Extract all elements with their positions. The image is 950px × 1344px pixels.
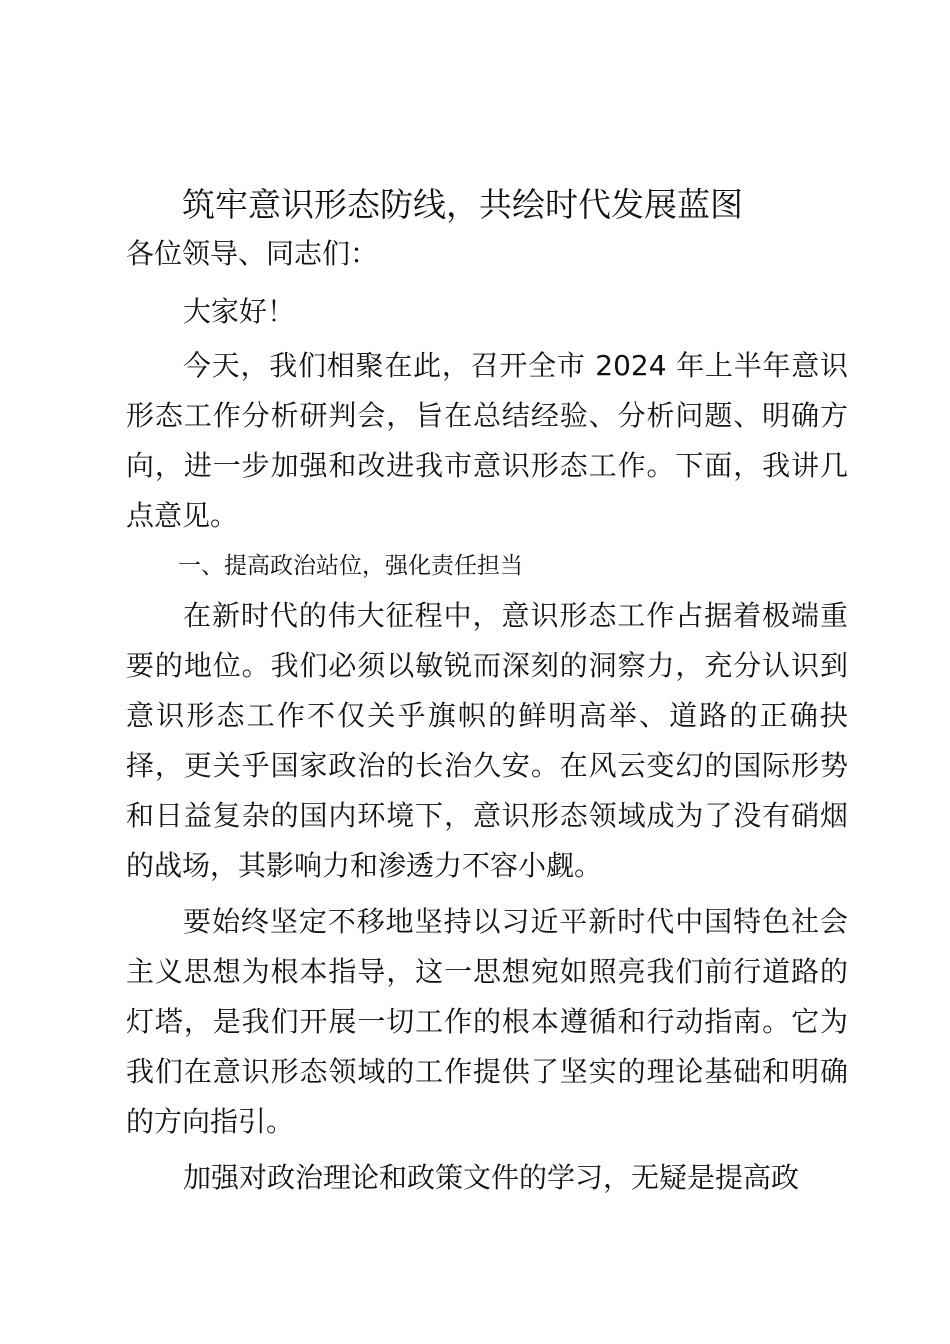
section-heading: 一、提高政治站位，强化责任担当: [178, 553, 523, 579]
salutation: 各位领导、同志们：: [126, 237, 379, 270]
document-title: 筑牢意识形态防线，共绘时代发展蓝图: [182, 185, 743, 224]
paragraph: 要始终坚定不移地坚持以习近平新时代中国特色社会主义思想为根本指导，这一思想宛如照亮我们前行道路的灯塔，是我们开展一切工作的根本遵循和行动指南。它为我们在意识形态领域的工作提供了坚实的理论基础和明确的方向指引。: [126, 905, 848, 1138]
paragraph: 加强对政治理论和政策文件的学习，无疑是提高政: [183, 1161, 800, 1194]
paragraph: 在新时代的伟大征程中，意识形态工作占据着极端重要的地位。我们必须以敏锐而深刻的洞察力，充分认识到意识形态工作不仅关乎旗帜的鲜明高举、道路的正确抉择，更关乎国家政治的长治久安。在风云变幻的国际形势和日益复杂的国内环境下，意识形态领域成为了没有硝烟的战场，其影响力和渗透力不容小觑。: [126, 599, 848, 882]
greeting: 大家好！: [183, 295, 296, 328]
document-body: [126, 211, 848, 1203]
paragraph: 今天，我们相聚在此，召开全市 2024 年上半年意识形态工作分析研判会，旨在总结经验、分析问题、明确方向，进一步加强和改进我市意识形态工作。下面，我讲几点意见。: [126, 349, 848, 532]
